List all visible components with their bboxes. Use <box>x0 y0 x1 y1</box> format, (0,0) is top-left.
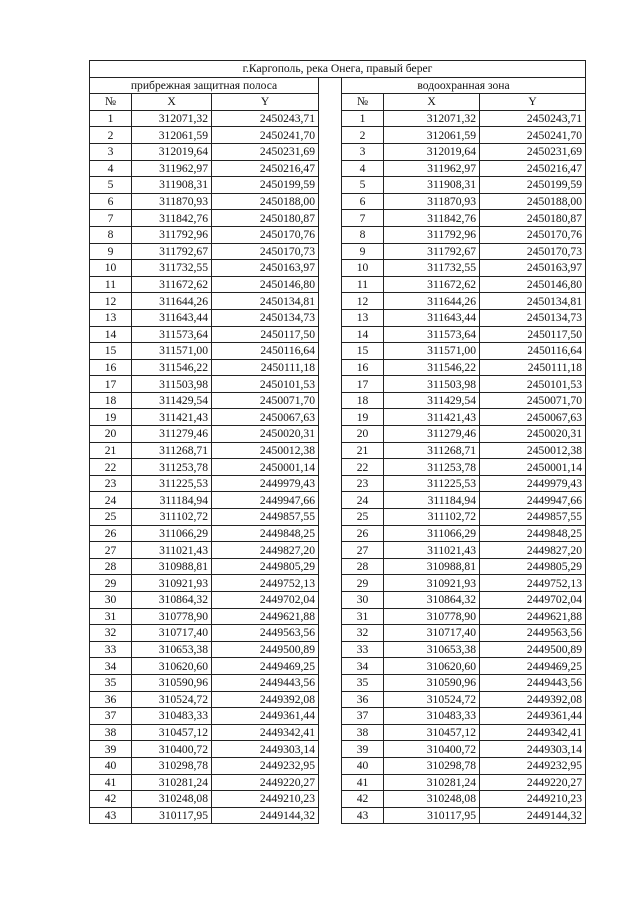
left-cell-number: 22 <box>90 459 132 476</box>
left-cell-y: 2450067,63 <box>212 409 319 426</box>
right-cell-y: 2449848,25 <box>480 525 586 542</box>
right-cell-number: 24 <box>342 492 384 509</box>
right-cell-y: 2450001,14 <box>480 459 586 476</box>
right-cell-x: 311792,96 <box>384 226 480 243</box>
left-cell-y: 2449361,44 <box>212 708 319 725</box>
left-cell-y: 2449752,13 <box>212 575 319 592</box>
right-cell-number: 30 <box>342 592 384 609</box>
right-cell-y: 2450146,80 <box>480 276 586 293</box>
left-cell-y: 2449500,89 <box>212 641 319 658</box>
right-cell-number: 4 <box>342 160 384 177</box>
right-cell-number: 11 <box>342 276 384 293</box>
right-cell-y: 2450012,38 <box>480 442 586 459</box>
left-cell-y: 2450020,31 <box>212 426 319 443</box>
right-cell-y: 2450216,47 <box>480 160 586 177</box>
right-cell-number: 21 <box>342 442 384 459</box>
left-cell-x: 311573,64 <box>132 326 212 343</box>
left-cell-y: 2449702,04 <box>212 592 319 609</box>
left-cell-y: 2450199,59 <box>212 177 319 194</box>
left-cell-number: 30 <box>90 592 132 609</box>
left-cell-x: 310483,33 <box>132 708 212 725</box>
left-cell-y: 2449443,56 <box>212 674 319 691</box>
right-cell-y: 2449857,55 <box>480 509 586 526</box>
left-cell-number: 8 <box>90 226 132 243</box>
right-cell-x: 311503,98 <box>384 376 480 393</box>
right-cell-x: 311573,64 <box>384 326 480 343</box>
right-cell-x: 311253,78 <box>384 459 480 476</box>
left-cell-x: 310864,32 <box>132 592 212 609</box>
right-cell-x: 311870,93 <box>384 193 480 210</box>
left-cell-number: 21 <box>90 442 132 459</box>
left-cell-number: 36 <box>90 691 132 708</box>
left-cell-number: 16 <box>90 359 132 376</box>
left-cell-y: 2450170,76 <box>212 226 319 243</box>
left-cell-y: 2449857,55 <box>212 509 319 526</box>
left-cell-y: 2450001,14 <box>212 459 319 476</box>
left-cell-y: 2449827,20 <box>212 542 319 559</box>
left-cell-number: 9 <box>90 243 132 260</box>
right-cell-number: 22 <box>342 459 384 476</box>
left-cell-number: 2 <box>90 127 132 144</box>
left-cell-x: 311066,29 <box>132 525 212 542</box>
left-cell-x: 310778,90 <box>132 608 212 625</box>
right-cell-number: 19 <box>342 409 384 426</box>
left-cell-x: 311792,96 <box>132 226 212 243</box>
left-cell-x: 311503,98 <box>132 376 212 393</box>
right-cell-number: 13 <box>342 309 384 326</box>
left-cell-x: 310717,40 <box>132 625 212 642</box>
right-cell-x: 311672,62 <box>384 276 480 293</box>
left-cell-y: 2450134,73 <box>212 309 319 326</box>
section-row <box>90 77 586 94</box>
left-cell-number: 12 <box>90 293 132 310</box>
right-cell-number: 9 <box>342 243 384 260</box>
left-cell-number: 26 <box>90 525 132 542</box>
right-cell-x: 311429,54 <box>384 392 480 409</box>
left-cell-number: 42 <box>90 791 132 808</box>
left-cell-y: 2449947,66 <box>212 492 319 509</box>
right-cell-number: 7 <box>342 210 384 227</box>
right-cell-number: 10 <box>342 260 384 277</box>
left-cell-x: 312071,32 <box>132 110 212 127</box>
left-cell-y: 2449232,95 <box>212 757 319 774</box>
right-cell-x: 310457,12 <box>384 724 480 741</box>
right-cell-y: 2450243,71 <box>480 110 586 127</box>
right-cell-y: 2450101,53 <box>480 376 586 393</box>
left-cell-y: 2449805,29 <box>212 558 319 575</box>
left-cell-y: 2450241,70 <box>212 127 319 144</box>
left-cell-number: 20 <box>90 426 132 443</box>
right-cell-x: 311225,53 <box>384 475 480 492</box>
right-cell-number: 3 <box>342 143 384 160</box>
right-cell-x: 312071,32 <box>384 110 480 127</box>
right-cell-number: 6 <box>342 193 384 210</box>
left-cell-y: 2450216,47 <box>212 160 319 177</box>
left-cell-number: 25 <box>90 509 132 526</box>
left-cell-number: 3 <box>90 143 132 160</box>
right-cell-y: 2449979,43 <box>480 475 586 492</box>
left-cell-number: 37 <box>90 708 132 725</box>
left-cell-number: 31 <box>90 608 132 625</box>
right-cell-number: 36 <box>342 691 384 708</box>
left-cell-y: 2450117,50 <box>212 326 319 343</box>
left-cell-x: 311571,00 <box>132 343 212 360</box>
right-cell-x: 312061,59 <box>384 127 480 144</box>
right-cell-number: 1 <box>342 110 384 127</box>
left-cell-x: 310524,72 <box>132 691 212 708</box>
left-cell-x: 310457,12 <box>132 724 212 741</box>
right-cell-number: 37 <box>342 708 384 725</box>
left-cell-number: 18 <box>90 392 132 409</box>
right-cell-y: 2450163,97 <box>480 260 586 277</box>
right-cell-number: 43 <box>342 807 384 824</box>
right-cell-number: 5 <box>342 177 384 194</box>
right-cell-y: 2450180,87 <box>480 210 586 227</box>
left-cell-x: 311644,26 <box>132 293 212 310</box>
right-cell-x: 311732,55 <box>384 260 480 277</box>
right-cell-y: 2449827,20 <box>480 542 586 559</box>
left-cell-number: 40 <box>90 757 132 774</box>
left-cell-y: 2449220,27 <box>212 774 319 791</box>
left-cell-y: 2449342,41 <box>212 724 319 741</box>
left-cell-y: 2449621,88 <box>212 608 319 625</box>
left-cell-y: 2450188,00 <box>212 193 319 210</box>
right-cell-number: 8 <box>342 226 384 243</box>
right-cell-x: 311268,71 <box>384 442 480 459</box>
right-cell-x: 311644,26 <box>384 293 480 310</box>
right-cell-y: 2449232,95 <box>480 757 586 774</box>
right-cell-x: 310921,93 <box>384 575 480 592</box>
right-cell-number: 41 <box>342 774 384 791</box>
right-cell-number: 27 <box>342 542 384 559</box>
left-cell-number: 14 <box>90 326 132 343</box>
left-cell-y: 2449210,23 <box>212 791 319 808</box>
right-cell-x: 311066,29 <box>384 525 480 542</box>
right-cell-y: 2450241,70 <box>480 127 586 144</box>
left-cell-x: 311253,78 <box>132 459 212 476</box>
right-cell-y: 2450117,50 <box>480 326 586 343</box>
left-cell-y: 2450243,71 <box>212 110 319 127</box>
left-cell-x: 311870,93 <box>132 193 212 210</box>
right-cell-x: 310298,78 <box>384 757 480 774</box>
left-cell-number: 28 <box>90 558 132 575</box>
left-cell-number: 24 <box>90 492 132 509</box>
right-cell-x: 310117,95 <box>384 807 480 824</box>
right-cell-y: 2450020,31 <box>480 426 586 443</box>
right-cell-y: 2449303,14 <box>480 741 586 758</box>
right-cell-x: 310717,40 <box>384 625 480 642</box>
right-header-number: № <box>342 94 384 111</box>
right-cell-x: 311021,43 <box>384 542 480 559</box>
left-cell-x: 311279,46 <box>132 426 212 443</box>
right-cell-y: 2450188,00 <box>480 193 586 210</box>
left-cell-x: 311732,55 <box>132 260 212 277</box>
left-cell-x: 310620,60 <box>132 658 212 675</box>
left-cell-x: 311962,97 <box>132 160 212 177</box>
right-cell-x: 310524,72 <box>384 691 480 708</box>
left-cell-y: 2450231,69 <box>212 143 319 160</box>
coordinates-table <box>89 60 586 824</box>
left-cell-number: 38 <box>90 724 132 741</box>
right-cell-x: 310620,60 <box>384 658 480 675</box>
left-cell-y: 2450101,53 <box>212 376 319 393</box>
left-cell-x: 311546,22 <box>132 359 212 376</box>
right-cell-y: 2450071,70 <box>480 392 586 409</box>
left-header-y: Y <box>212 94 319 111</box>
right-cell-number: 28 <box>342 558 384 575</box>
left-cell-number: 7 <box>90 210 132 227</box>
right-cell-y: 2450116,64 <box>480 343 586 360</box>
left-cell-x: 312061,59 <box>132 127 212 144</box>
left-cell-number: 27 <box>90 542 132 559</box>
left-cell-x: 311021,43 <box>132 542 212 559</box>
left-cell-number: 41 <box>90 774 132 791</box>
left-cell-x: 310921,93 <box>132 575 212 592</box>
left-cell-y: 2450116,64 <box>212 343 319 360</box>
left-cell-x: 311643,44 <box>132 309 212 326</box>
right-cell-number: 20 <box>342 426 384 443</box>
right-cell-y: 2449752,13 <box>480 575 586 592</box>
left-cell-y: 2450146,80 <box>212 276 319 293</box>
left-cell-x: 310400,72 <box>132 741 212 758</box>
right-cell-y: 2450170,73 <box>480 243 586 260</box>
right-cell-number: 26 <box>342 525 384 542</box>
right-cell-x: 310864,32 <box>384 592 480 609</box>
right-cell-y: 2449621,88 <box>480 608 586 625</box>
right-cell-number: 15 <box>342 343 384 360</box>
left-header-number: № <box>90 94 132 111</box>
right-cell-x: 310778,90 <box>384 608 480 625</box>
right-cell-x: 310590,96 <box>384 674 480 691</box>
left-section-header: прибрежная защитная полоса <box>90 77 319 94</box>
left-cell-x: 310117,95 <box>132 807 212 824</box>
right-cell-number: 2 <box>342 127 384 144</box>
left-cell-x: 311184,94 <box>132 492 212 509</box>
left-cell-number: 32 <box>90 625 132 642</box>
right-cell-x: 310248,08 <box>384 791 480 808</box>
right-cell-y: 2449469,25 <box>480 658 586 675</box>
right-cell-y: 2450231,69 <box>480 143 586 160</box>
right-cell-y: 2449342,41 <box>480 724 586 741</box>
left-cell-y: 2450170,73 <box>212 243 319 260</box>
left-cell-y: 2450012,38 <box>212 442 319 459</box>
left-cell-y: 2450163,97 <box>212 260 319 277</box>
left-cell-x: 311268,71 <box>132 442 212 459</box>
right-cell-x: 311102,72 <box>384 509 480 526</box>
right-cell-x: 311908,31 <box>384 177 480 194</box>
right-cell-y: 2449392,08 <box>480 691 586 708</box>
left-cell-number: 29 <box>90 575 132 592</box>
left-cell-x: 311225,53 <box>132 475 212 492</box>
right-cell-x: 311962,97 <box>384 160 480 177</box>
right-cell-x: 310653,38 <box>384 641 480 658</box>
left-cell-y: 2450071,70 <box>212 392 319 409</box>
left-cell-x: 310590,96 <box>132 674 212 691</box>
table-title: г.Каргополь, река Онега, правый берег <box>90 61 586 78</box>
left-cell-number: 19 <box>90 409 132 426</box>
right-cell-y: 2450134,73 <box>480 309 586 326</box>
left-cell-x: 311421,43 <box>132 409 212 426</box>
left-cell-y: 2449848,25 <box>212 525 319 542</box>
left-cell-number: 13 <box>90 309 132 326</box>
column-gap <box>319 77 342 824</box>
right-cell-y: 2449220,27 <box>480 774 586 791</box>
right-cell-x: 310281,24 <box>384 774 480 791</box>
left-cell-number: 33 <box>90 641 132 658</box>
left-cell-x: 311842,76 <box>132 210 212 227</box>
left-cell-number: 34 <box>90 658 132 675</box>
right-cell-number: 40 <box>342 757 384 774</box>
right-header-y: Y <box>480 94 586 111</box>
left-cell-number: 4 <box>90 160 132 177</box>
right-cell-x: 311643,44 <box>384 309 480 326</box>
right-cell-number: 25 <box>342 509 384 526</box>
right-cell-number: 34 <box>342 658 384 675</box>
right-cell-y: 2450067,63 <box>480 409 586 426</box>
left-cell-y: 2449563,56 <box>212 625 319 642</box>
left-cell-x: 310281,24 <box>132 774 212 791</box>
left-cell-number: 23 <box>90 475 132 492</box>
left-cell-y: 2450180,87 <box>212 210 319 227</box>
right-cell-number: 12 <box>342 293 384 310</box>
left-cell-y: 2449303,14 <box>212 741 319 758</box>
right-cell-x: 311842,76 <box>384 210 480 227</box>
right-cell-x: 311279,46 <box>384 426 480 443</box>
right-cell-y: 2449947,66 <box>480 492 586 509</box>
left-cell-x: 310248,08 <box>132 791 212 808</box>
left-cell-x: 311792,67 <box>132 243 212 260</box>
right-cell-number: 31 <box>342 608 384 625</box>
right-cell-y: 2450134,81 <box>480 293 586 310</box>
right-cell-x: 312019,64 <box>384 143 480 160</box>
right-cell-y: 2449144,32 <box>480 807 586 824</box>
right-cell-x: 311546,22 <box>384 359 480 376</box>
right-cell-y: 2449805,29 <box>480 558 586 575</box>
right-cell-number: 42 <box>342 791 384 808</box>
right-cell-number: 18 <box>342 392 384 409</box>
right-cell-x: 310988,81 <box>384 558 480 575</box>
left-cell-x: 310298,78 <box>132 757 212 774</box>
right-cell-x: 311421,43 <box>384 409 480 426</box>
right-cell-x: 311792,67 <box>384 243 480 260</box>
left-cell-number: 11 <box>90 276 132 293</box>
left-cell-y: 2450111,18 <box>212 359 319 376</box>
right-cell-y: 2449210,23 <box>480 791 586 808</box>
right-cell-x: 310400,72 <box>384 741 480 758</box>
right-cell-x: 311184,94 <box>384 492 480 509</box>
left-cell-number: 17 <box>90 376 132 393</box>
left-cell-y: 2449469,25 <box>212 658 319 675</box>
right-cell-x: 311571,00 <box>384 343 480 360</box>
left-cell-number: 39 <box>90 741 132 758</box>
right-cell-y: 2449702,04 <box>480 592 586 609</box>
title-row <box>90 61 586 78</box>
right-cell-y: 2450199,59 <box>480 177 586 194</box>
left-cell-number: 5 <box>90 177 132 194</box>
right-cell-y: 2449443,56 <box>480 674 586 691</box>
right-section-header: водоохранная зона <box>342 77 586 94</box>
left-cell-number: 15 <box>90 343 132 360</box>
left-cell-number: 35 <box>90 674 132 691</box>
right-cell-y: 2449361,44 <box>480 708 586 725</box>
right-cell-y: 2450170,76 <box>480 226 586 243</box>
left-cell-x: 312019,64 <box>132 143 212 160</box>
left-cell-y: 2450134,81 <box>212 293 319 310</box>
left-cell-x: 310988,81 <box>132 558 212 575</box>
left-cell-number: 1 <box>90 110 132 127</box>
right-cell-y: 2449500,89 <box>480 641 586 658</box>
left-cell-y: 2449392,08 <box>212 691 319 708</box>
right-cell-number: 35 <box>342 674 384 691</box>
right-cell-y: 2450111,18 <box>480 359 586 376</box>
left-cell-y: 2449979,43 <box>212 475 319 492</box>
left-cell-number: 6 <box>90 193 132 210</box>
right-cell-number: 14 <box>342 326 384 343</box>
right-cell-x: 310483,33 <box>384 708 480 725</box>
left-cell-x: 311429,54 <box>132 392 212 409</box>
right-cell-number: 29 <box>342 575 384 592</box>
right-cell-number: 32 <box>342 625 384 642</box>
right-cell-y: 2449563,56 <box>480 625 586 642</box>
left-cell-x: 310653,38 <box>132 641 212 658</box>
right-cell-number: 23 <box>342 475 384 492</box>
left-cell-x: 311672,62 <box>132 276 212 293</box>
right-cell-number: 39 <box>342 741 384 758</box>
right-cell-number: 16 <box>342 359 384 376</box>
left-cell-y: 2449144,32 <box>212 807 319 824</box>
right-cell-number: 17 <box>342 376 384 393</box>
left-cell-number: 10 <box>90 260 132 277</box>
right-header-x: X <box>384 94 480 111</box>
left-cell-number: 43 <box>90 807 132 824</box>
left-header-x: X <box>132 94 212 111</box>
right-cell-number: 38 <box>342 724 384 741</box>
left-cell-x: 311908,31 <box>132 177 212 194</box>
right-cell-number: 33 <box>342 641 384 658</box>
left-cell-x: 311102,72 <box>132 509 212 526</box>
